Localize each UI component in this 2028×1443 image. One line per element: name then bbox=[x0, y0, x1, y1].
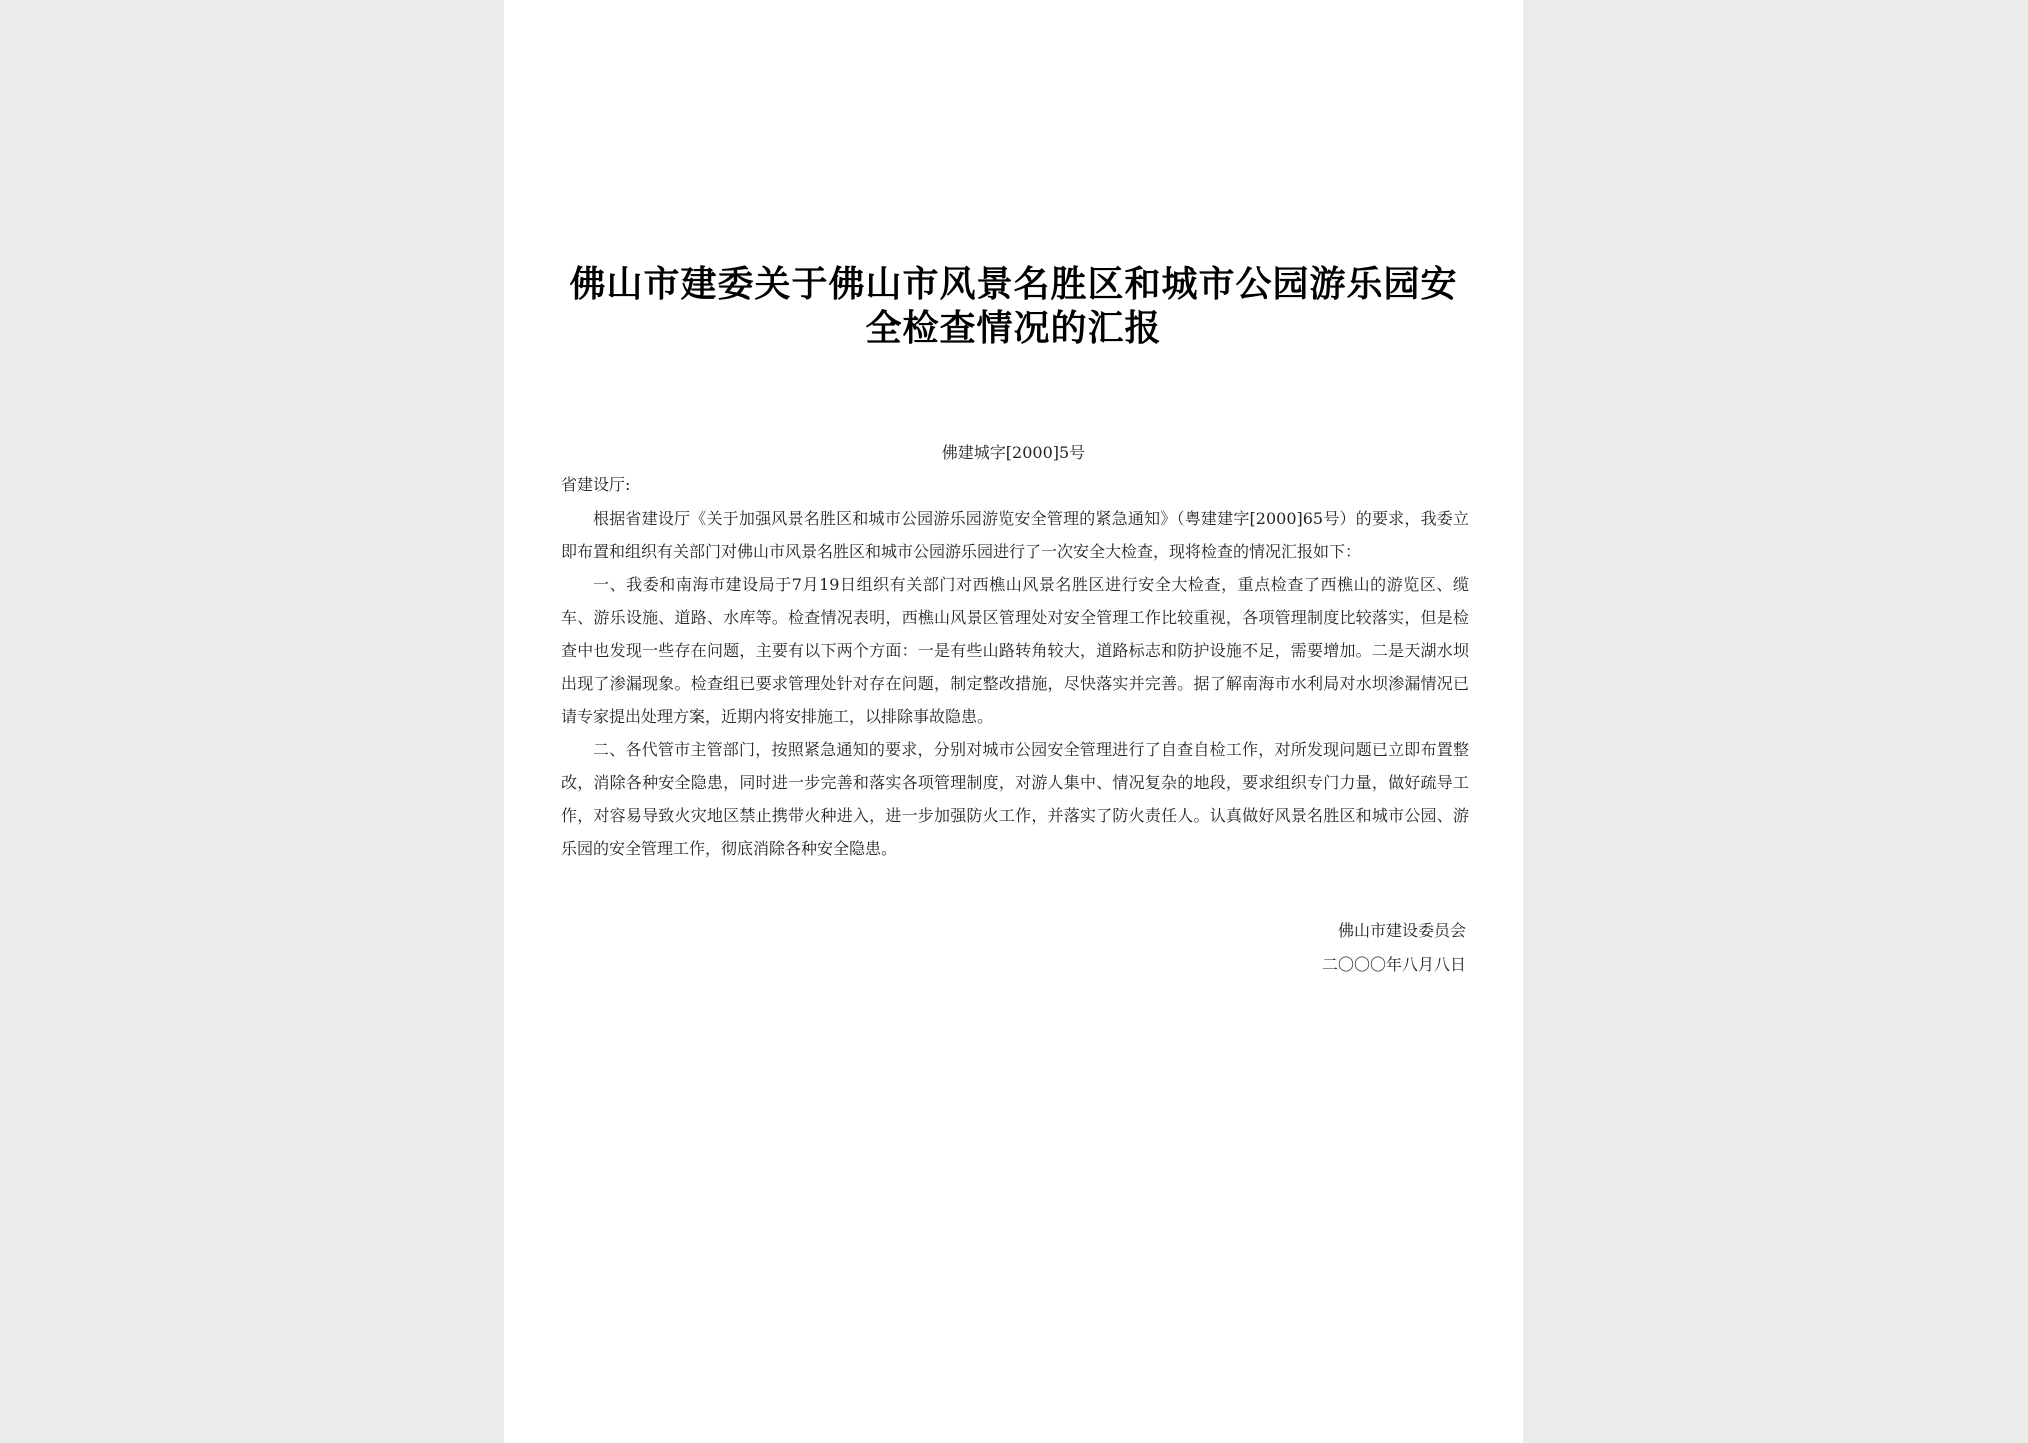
paragraph: 一、我委和南海市建设局于7月19日组织有关部门对西樵山风景名胜区进行安全大检查，重点检查了西樵山的游览区、缆车、游乐设施、道路、水库等。检查情况表明，西樵山风景区管理处对安全管理工作比较重视，各项管理制度比较落实，但是检查中也发现一些存在问题，主要有以下两个方面：一是有些山路转角较大，道路标志和防护设施不足，需要增加。二是天湖水坝出现了渗漏现象。检查组已要求管理处针对存在问题，制定整改措施，尽快落实并完善。据了解南海市水利局对水坝渗漏情况已请专家提出处理方案，近期内将安排施工，以排除事故隐患。 bbox=[561, 575, 1469, 726]
signature-block bbox=[1322, 914, 1466, 982]
paragraph: 二、各代管市主管部门，按照紧急通知的要求，分别对城市公园安全管理进行了自查自检工作，对所发现问题已立即布置整改，消除各种安全隐患，同时进一步完善和落实各项管理制度，对游人集中、情况复杂的地段，要求组织专门力量，做好疏导工作，对容易导致火灾地区禁止携带火种进入，进一步加强防火工作，并落实了防火责任人。认真做好风景名胜区和城市公园、游乐园的安全管理工作，彻底消除各种安全隐患。 bbox=[561, 740, 1469, 858]
document-title: 佛山市建委关于佛山市风景名胜区和城市公园游乐园安全检查情况的汇报 bbox=[569, 263, 1458, 349]
signature-organization: 佛山市建设委员会 bbox=[1337, 921, 1466, 940]
addressee: 省建设厅: bbox=[561, 475, 631, 494]
document-number: 佛建城字[2000]5号 bbox=[941, 443, 1086, 462]
paragraph: 根据省建设厅《关于加强风景名胜区和城市公园游乐园游览安全管理的紧急通知》（粤建建字[2000]65号）的要求，我委立即布置和组织有关部门对佛山市风景名胜区和城市公园游乐园进行了一次安全大检查，现将检查的情况汇报如下： bbox=[561, 509, 1469, 561]
document-body bbox=[561, 502, 1469, 865]
signature-date: 二〇〇〇年八月八日 bbox=[1321, 955, 1466, 974]
document-page bbox=[504, 0, 1523, 1443]
